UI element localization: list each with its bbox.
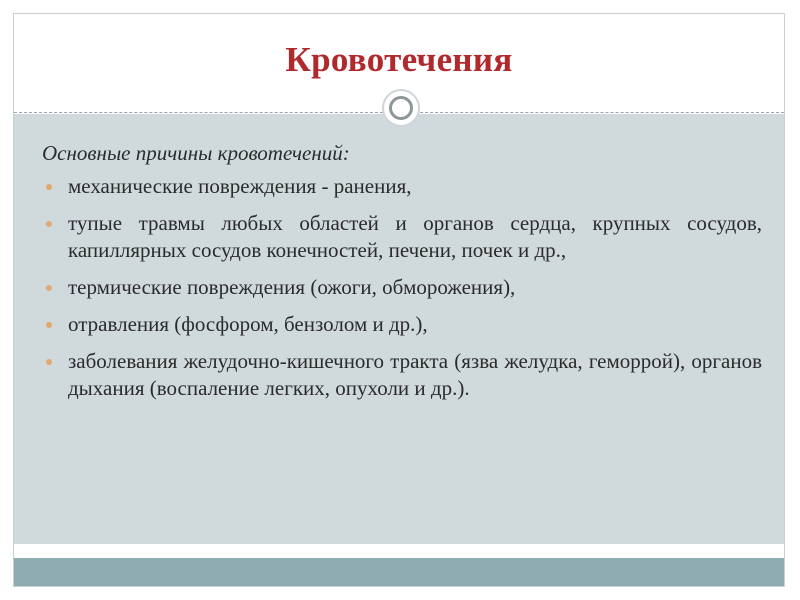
bullet-icon (46, 221, 52, 227)
list-item-text: тупые травмы любых областей и органов сердца, крупных сосудов, капиллярных сосудов конечностей, печени, почек и др., (68, 211, 762, 262)
list-item-text: механические повреждения - ранения, (68, 174, 412, 198)
list-item-text: заболевания желудочно-кишечного тракта (язва желудка, геморрой), органов дыхания (воспаление легких, опухоли и др.). (68, 349, 762, 400)
ring-inner (389, 96, 413, 120)
list-item (42, 311, 762, 338)
slide-subtitle: Основные причины кровотечений: (42, 141, 350, 165)
bullet-icon (46, 184, 52, 190)
list-item (42, 274, 762, 301)
slide-title: Кровотечения (285, 40, 513, 79)
list-item-text: термические повреждения (ожоги, обморожения), (68, 275, 516, 299)
bullet-icon (46, 285, 52, 291)
slide-frame (13, 13, 785, 587)
bottom-band (14, 558, 784, 587)
list-item (42, 348, 762, 402)
bullet-icon (46, 322, 52, 328)
causes-list (42, 173, 762, 402)
bullet-icon (46, 359, 52, 365)
list-item (42, 173, 762, 200)
slide-body (42, 140, 762, 412)
list-item-text: отравления (фосфором, бензолом и др.), (68, 312, 428, 336)
list-item (42, 210, 762, 264)
ring-ornament-icon (382, 89, 420, 127)
